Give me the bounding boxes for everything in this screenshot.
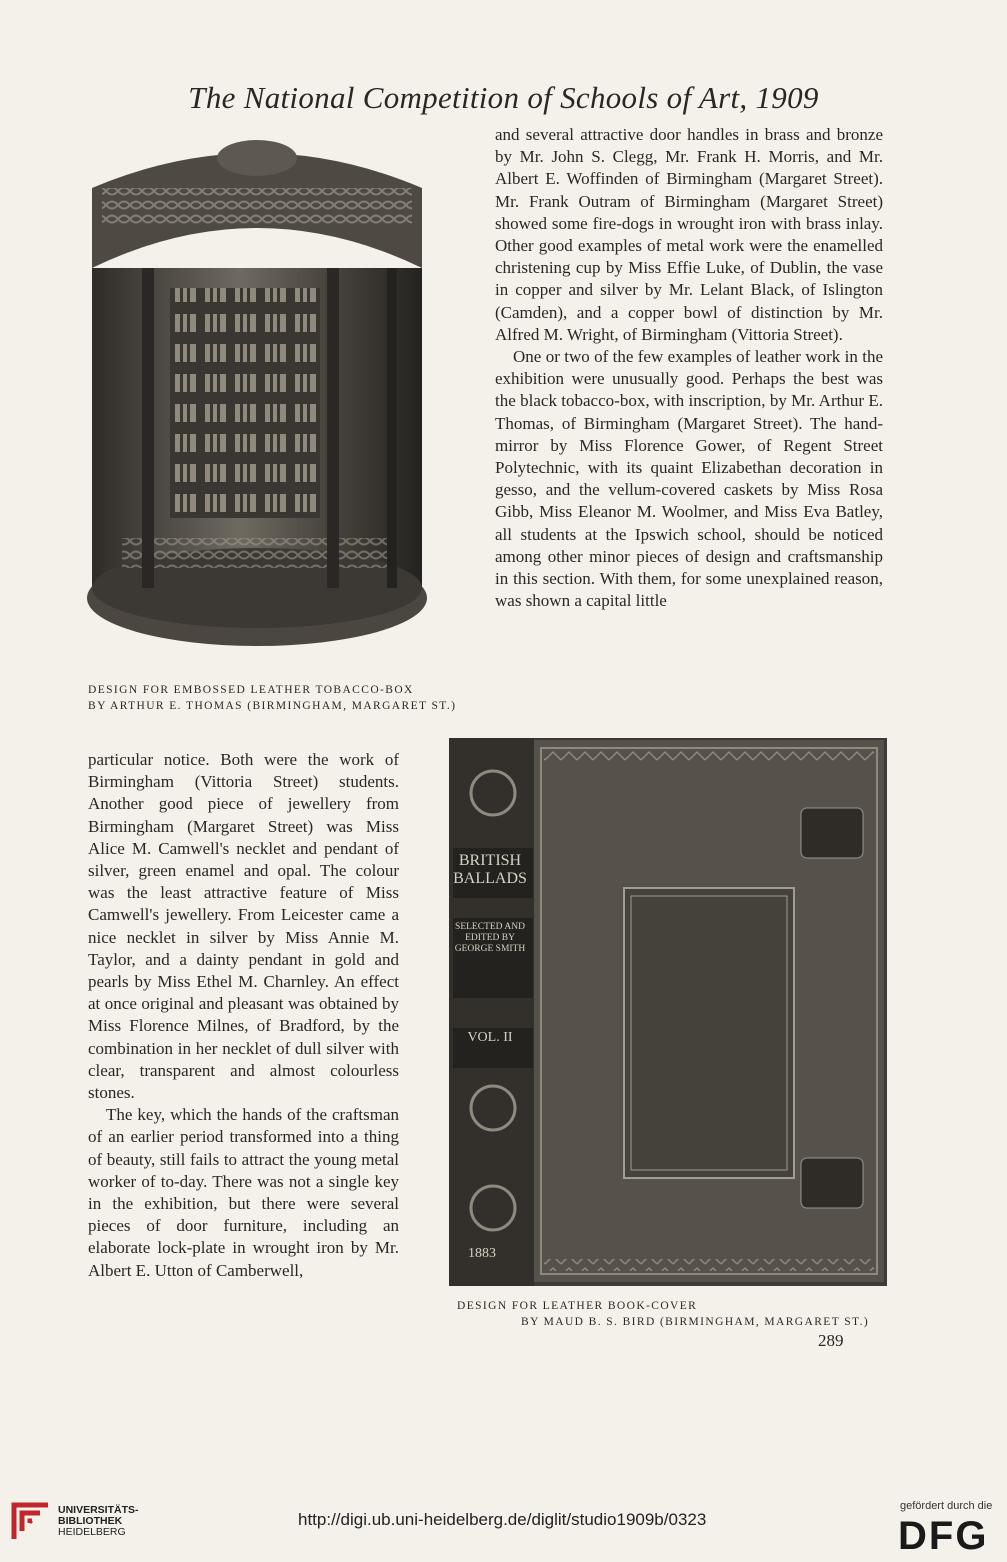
left-text-column bbox=[88, 749, 399, 1282]
permalink-url[interactable]: http://digi.ub.uni-heidelberg.de/diglit/studio1909b/0323 bbox=[298, 1510, 707, 1529]
tobacco-box-photo bbox=[82, 128, 432, 668]
dfg-logo: DFG bbox=[898, 1514, 989, 1558]
library-line: BIBLIOTHEK bbox=[58, 1515, 123, 1527]
university-library-name bbox=[58, 1505, 139, 1538]
paragraph: particular notice. Both were the work of Birmingham (Vittoria Street) students. Another good piece of jewellery from Birmingham (Margaret Street) was Miss Alice M. Camwell's necklet and pendant of silver, green enamel and opal. The colour was the least attractive feature of Miss Camwell's jewellery. From Leicester came a nice necklet in silver by Miss Annie M. Taylor, and a dainty pendant in gold and pearls by Miss Ethel M. Charnley. An effect at once original and pleasant was obtained by Miss Florence Milnes, of Bradford, by the combination in her necklet of dull silver with clear, transparent and almost colourless stones. bbox=[88, 750, 399, 1103]
caption-line: DESIGN FOR EMBOSSED LEATHER TOBACCO-BOX bbox=[88, 684, 414, 696]
library-line: UNIVERSITÄTS- bbox=[58, 1504, 139, 1516]
caption-line: BY MAUD B. S. BIRD (BIRMINGHAM, MARGARET ST.) bbox=[521, 1316, 870, 1328]
funding-label: gefördert durch die bbox=[900, 1500, 993, 1512]
book-spine-volume: VOL. II bbox=[467, 1030, 513, 1045]
book-spine-title: BRITISH BALLADS bbox=[453, 852, 527, 887]
caption-line: BY ARTHUR E. THOMAS (BIRMINGHAM, MARGARET ST.) bbox=[88, 700, 457, 712]
paragraph: and several attractive door handles in brass and bronze by Mr. John S. Clegg, Mr. Frank H. Morris, and Mr. Albert E. Woffinden of Birmingham (Margaret Street). Mr. Frank Outram of Birmingham (Margaret Street) showed some fire-dogs in wrought iron with brass inlay. Other good examples of metal work were the enamelled christening cup by Miss Effie Luke, of Dublin, the vase in copper and silver by Mr. Lelant Black, of Islington (Camden), and a copper bowl of distinction by Mr. Alfred M. Wright, of Birmingham (Vittoria Street). bbox=[495, 125, 883, 344]
caption-line: DESIGN FOR LEATHER BOOK-COVER bbox=[457, 1300, 698, 1312]
library-line: HEIDELBERG bbox=[58, 1526, 126, 1538]
university-library-logo-icon bbox=[10, 1501, 52, 1543]
tobacco-box-caption bbox=[88, 682, 456, 714]
book-spine-editor: SELECTED AND EDITED BY GEORGE SMITH bbox=[454, 922, 526, 954]
book-cover-caption bbox=[457, 1298, 869, 1330]
page-number: 289 bbox=[818, 1331, 844, 1350]
book-spine-year: 1883 bbox=[468, 1246, 496, 1261]
page-title: The National Competition of Schools of Art, 1909 bbox=[188, 80, 819, 115]
paragraph: One or two of the few examples of leather work in the exhibition were unusually good. Perhaps the best was the black tobacco-box, with inscription, by Mr. Arthur E. Thomas, of Birmingham (Margaret Street). The hand-mirror by Miss Florence Gower, of Regent Street Polytechnic, with its quaint Elizabethan decoration in gesso, and the vellum-covered caskets by Miss Rosa Gibb, Miss Eleanor M. Woolmer, and Miss Eva Batley, all students at the Ipswich school, should be noticed among other minor pieces of design and craftsmanship in this section. With them, for some unexplained reason, was shown a capital little bbox=[495, 347, 883, 611]
book-cover-photo bbox=[449, 738, 887, 1286]
paragraph: The key, which the hands of the craftsman of an earlier period transformed into a thing of beauty, still fails to attract the young metal worker of to-day. There was not a single key in the exhibition, but there were several pieces of door furniture, including an elaborate lock-plate in wrought iron by Mr. Albert E. Utton of Camberwell, bbox=[88, 1105, 399, 1280]
right-text-column bbox=[495, 124, 883, 612]
